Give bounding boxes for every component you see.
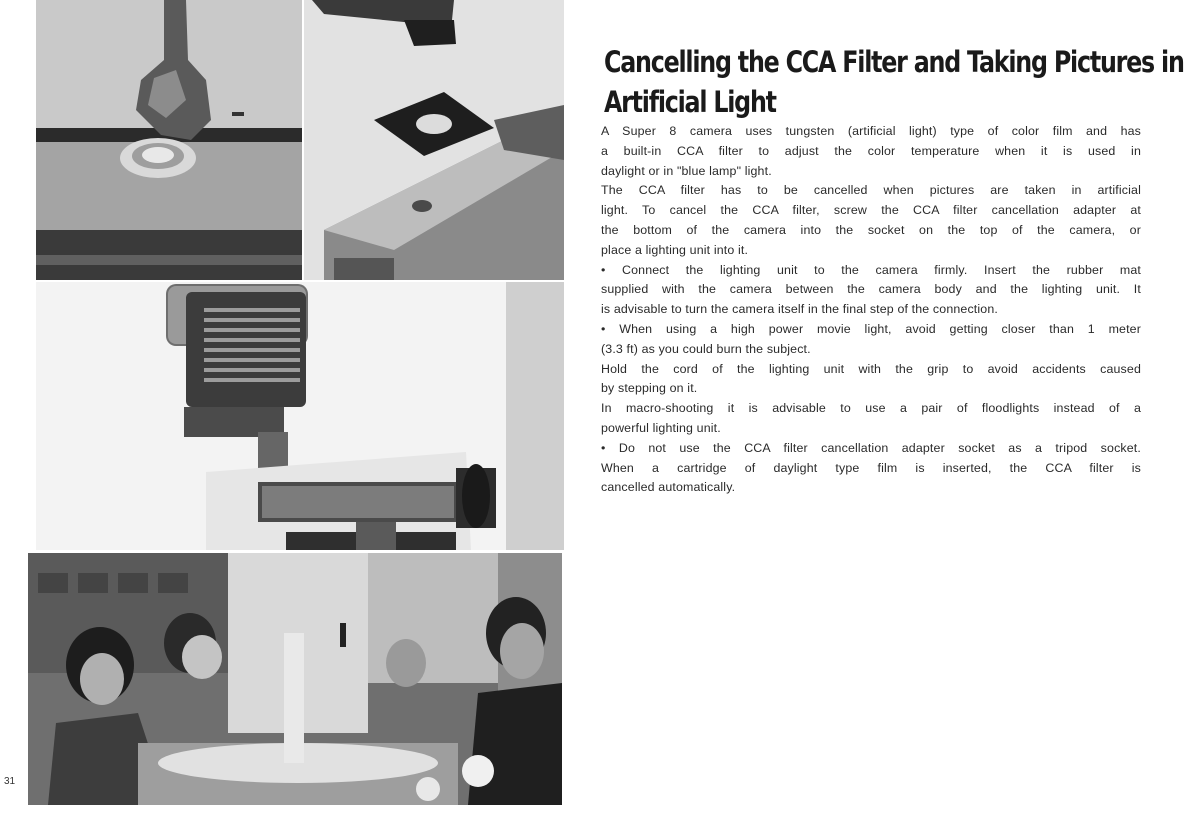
photo-lighting-camera	[36, 282, 564, 550]
photo-camera-socket	[304, 0, 564, 280]
body-line: place a lighting unit into it.	[601, 242, 749, 257]
page-heading	[604, 42, 1184, 122]
body-line: daylight or in "blue lamp" light.	[601, 163, 772, 178]
body-line: (3.3 ft) as you could burn the subject.	[601, 341, 811, 356]
body-line: • When using a high power movie light, avoid getting closer than 1 meter	[601, 321, 1141, 336]
body-line: When a cartridge of daylight type film is inserted, the CCA filter is	[601, 460, 1141, 475]
photo-family-scene	[28, 553, 562, 805]
body-line: The CCA filter has to be cancelled when pictures are taken in artificial	[601, 183, 1141, 198]
page-number: 31	[4, 776, 16, 787]
body-line: powerful lighting unit.	[601, 420, 721, 435]
body-text	[601, 122, 1141, 498]
body-line: is advisable to turn the camera itself in the final step of the connection.	[601, 302, 998, 317]
body-line: Hold the cord of the lighting unit with the grip to avoid accidents caused	[601, 361, 1141, 376]
body-line: In macro-shooting it is advisable to use a pair of floodlights instead of a	[601, 401, 1141, 416]
heading-line: Cancelling the CCA Filter and Taking Pictures in	[604, 45, 1184, 79]
body-line: the bottom of the camera into the socket on the top of the camera, or	[601, 222, 1141, 237]
body-line: a built-in CCA filter to adjust the color temperature when it is used in	[601, 143, 1141, 158]
body-line: light. To cancel the CCA filter, screw the CCA filter cancellation adapter at	[601, 203, 1141, 218]
photo-filter-adapter	[36, 0, 302, 280]
body-line: by stepping on it.	[601, 381, 698, 396]
body-line: • Connect the lighting unit to the camera firmly. Insert the rubber mat	[601, 262, 1141, 277]
body-line: supplied with the camera between the camera body and the lighting unit. It	[601, 282, 1141, 297]
body-line: • Do not use the CCA filter cancellation adapter socket as a tripod socket.	[601, 440, 1141, 455]
heading-line: Artificial Light	[604, 85, 776, 119]
body-line: cancelled automatically.	[601, 480, 736, 495]
body-line: A Super 8 camera uses tungsten (artificial light) type of color film and has	[601, 124, 1141, 138]
